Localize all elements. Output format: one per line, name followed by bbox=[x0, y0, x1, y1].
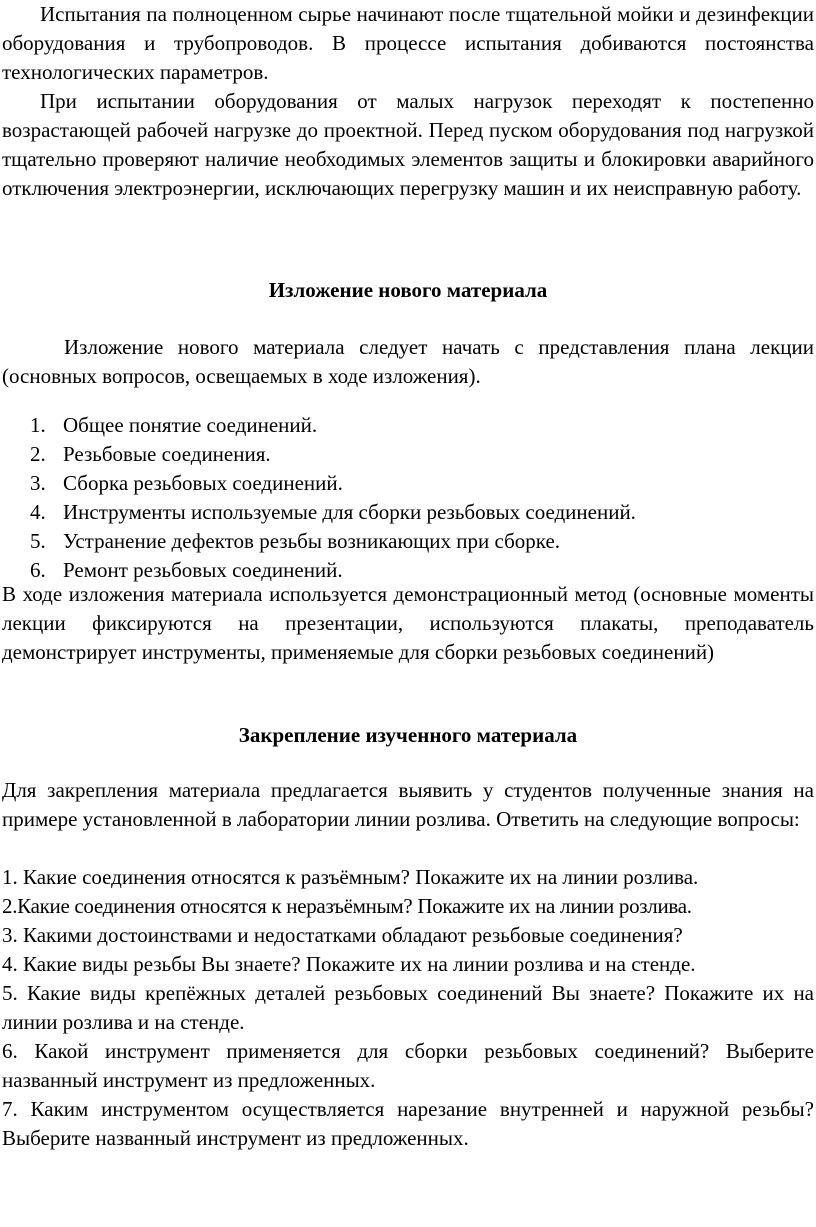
list-item-text: Устранение дефектов резьбы возникающих при сборке. bbox=[63, 529, 561, 553]
list-item-number: 2. bbox=[30, 442, 46, 466]
question-item: 6. Какой инструмент применяется для сборки резьбовых соединений? Выберите названный инструмент из предложенных. bbox=[2, 1039, 814, 1092]
list-item-text: Общее понятие соединений. bbox=[63, 413, 318, 437]
section-heading-new-material: Изложение нового материала bbox=[268, 278, 548, 302]
list-item bbox=[0, 527, 816, 556]
question-item: 2.Какие соединения относятся к неразъёмным? Покажите их на линии розлива. bbox=[2, 894, 692, 918]
method-paragraph: В ходе изложения материала используется демонстрационный метод (основные моменты лекции фиксируются на презентации, используются плакаты, преподаватель демонстрирует инструменты, применяемые для сборки резьбовых соединений) bbox=[2, 582, 814, 664]
intro-paragraph-1: Испытания па полноценном сырье начинают после тщательной мойки и дезинфекции оборудования и трубопроводов. В процессе испытания добиваются постоянства технологических параметров. bbox=[2, 2, 814, 84]
lecture-plan-list bbox=[0, 411, 816, 585]
list-item-text: Резьбовые соединения. bbox=[63, 442, 271, 466]
list-item bbox=[0, 469, 816, 498]
list-item bbox=[0, 498, 816, 527]
section1-lead-paragraph: Изложение нового материала следует начать с представления плана лекции (основных вопросов, освещаемых в ходе изложения). bbox=[2, 335, 814, 388]
section-heading-consolidation: Закрепление изученного материала bbox=[238, 723, 578, 747]
list-item-number: 5. bbox=[30, 529, 46, 553]
intro-paragraph-2: При испытании оборудования от малых нагрузок переходят к постепенно возрастающей рабочей нагрузке до проектной. Перед пуском оборудования под нагрузкой тщательно проверяют наличие необходимых элементов защиты и блокировки аварийного отключения электроэнергии, исключающих перегрузку машин и их неисправную работу. bbox=[2, 89, 814, 200]
list-item bbox=[0, 440, 816, 469]
question-item: 1. Какие соединения относятся к разъёмным? Покажите их на линии розлива. bbox=[2, 865, 699, 889]
question-item: 4. Какие виды резьбы Вы знаете? Покажите их на линии розлива и на стенде. bbox=[2, 952, 696, 976]
list-item-text: Сборка резьбовых соединений. bbox=[63, 471, 343, 495]
question-item: 5. Какие виды крепёжных деталей резьбовых соединений Вы знаете? Покажите их на линии розлива и на стенде. bbox=[2, 981, 814, 1034]
list-item-number: 6. bbox=[30, 558, 46, 582]
section2-lead-paragraph: Для закрепления материала предлагается выявить у студентов полученные знания на примере установленной в лаборатории линии розлива. Ответить на следующие вопросы: bbox=[2, 778, 814, 831]
list-item-text: Ремонт резьбовых соединений. bbox=[63, 558, 343, 582]
list-item-text: Инструменты используемые для сборки резьбовых соединений. bbox=[63, 500, 636, 524]
question-item: 3. Какими достоинствами и недостатками обладают резьбовые соединения? bbox=[2, 923, 683, 947]
list-item-number: 1. bbox=[30, 413, 46, 437]
list-item-number: 4. bbox=[30, 500, 46, 524]
question-item: 7. Каким инструментом осуществляется нарезание внутренней и наружной резьбы? Выберите названный инструмент из предложенных. bbox=[2, 1097, 814, 1150]
list-item bbox=[0, 411, 816, 440]
list-item-number: 3. bbox=[30, 471, 46, 495]
